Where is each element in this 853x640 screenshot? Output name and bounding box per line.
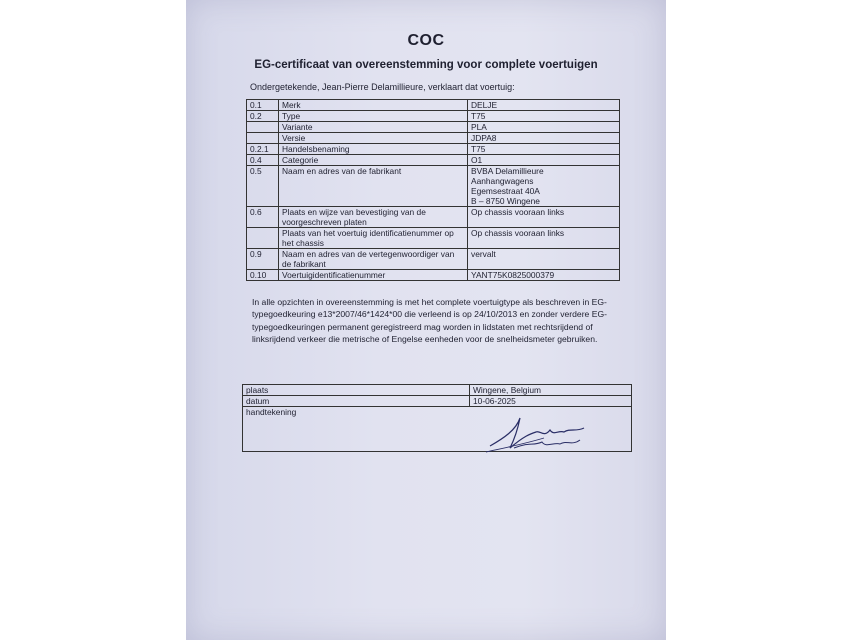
spec-number: [247, 122, 279, 133]
spec-label: Variante: [279, 122, 468, 133]
signature-row: [243, 396, 632, 407]
spec-value: JDPA8: [468, 133, 620, 144]
signature-value: Wingene, Belgium: [470, 385, 632, 396]
intro-text: Ondergetekende, Jean-Pierre Delamillieure, verklaart dat voertuig:: [250, 82, 515, 92]
spec-label: Type: [279, 111, 468, 122]
spec-number: 0.5: [247, 166, 279, 207]
spec-value: O1: [468, 155, 620, 166]
spec-number: 0.6: [247, 207, 279, 228]
spec-number: 0.2.1: [247, 144, 279, 155]
spec-row: [247, 155, 620, 166]
document-subtitle: EG-certificaat van overeenstemming voor complete voertuigen: [254, 59, 598, 71]
spec-label: Voertuigidentificatienummer: [279, 270, 468, 281]
spec-row: [247, 228, 620, 249]
spec-value: PLA: [468, 122, 620, 133]
spec-row: [247, 133, 620, 144]
signature-label: handtekening: [243, 407, 470, 452]
conformity-paragraph: In alle opzichten in overeenstemming is met het complete voertuigtype als beschreven in EG-typegoedkeuring e13*2007/46*1424*00 die verleend is op 24/10/2013 en zonder verdere EG-typegoedkeuringen permanent geregistreerd mag worden in lidstaten met rechtsrijdend of linksrijdend verkeer die metrische of Engelse eenheden voor de snelheidsmeter gebruiken.: [252, 297, 607, 344]
signature-row: [243, 385, 632, 396]
spec-number: 0.1: [247, 100, 279, 111]
spec-value: T75: [468, 111, 620, 122]
spec-number: [247, 133, 279, 144]
spec-label: Plaats van het voertuig identificatienummer op het chassis: [279, 228, 468, 249]
document-title: COC: [407, 32, 445, 49]
spec-label: Handelsbenaming: [279, 144, 468, 155]
vehicle-spec-table: [246, 99, 620, 281]
spec-label: Categorie: [279, 155, 468, 166]
handwritten-signature: [484, 408, 594, 456]
spec-value: BVBA Delamillieure Aanhangwagens Egemsestraat 40A B – 8750 Wingene: [468, 166, 620, 207]
spec-row: [247, 249, 620, 270]
spec-value: Op chassis vooraan links: [468, 207, 620, 228]
signature-label: plaats: [243, 385, 470, 396]
spec-row: [247, 270, 620, 281]
spec-row: [247, 122, 620, 133]
spec-label: Plaats en wijze van bevestiging van de voorgeschreven platen: [279, 207, 468, 228]
spec-label: Naam en adres van de vertegenwoordiger van de fabrikant: [279, 249, 468, 270]
spec-row: [247, 166, 620, 207]
spec-number: [247, 228, 279, 249]
spec-label: Merk: [279, 100, 468, 111]
spec-row: [247, 144, 620, 155]
spec-row: [247, 100, 620, 111]
signature-label: datum: [243, 396, 470, 407]
spec-row: [247, 111, 620, 122]
spec-value: DELJE: [468, 100, 620, 111]
spec-value: T75: [468, 144, 620, 155]
spec-number: 0.10: [247, 270, 279, 281]
spec-value: YANT75K0825000379: [468, 270, 620, 281]
spec-label: Versie: [279, 133, 468, 144]
spec-number: 0.2: [247, 111, 279, 122]
signature-value: 10-06-2025: [470, 396, 632, 407]
spec-label: Naam en adres van de fabrikant: [279, 166, 468, 207]
spec-value: vervalt: [468, 249, 620, 270]
spec-value: Op chassis vooraan links: [468, 228, 620, 249]
spec-number: 0.9: [247, 249, 279, 270]
spec-row: [247, 207, 620, 228]
spec-number: 0.4: [247, 155, 279, 166]
